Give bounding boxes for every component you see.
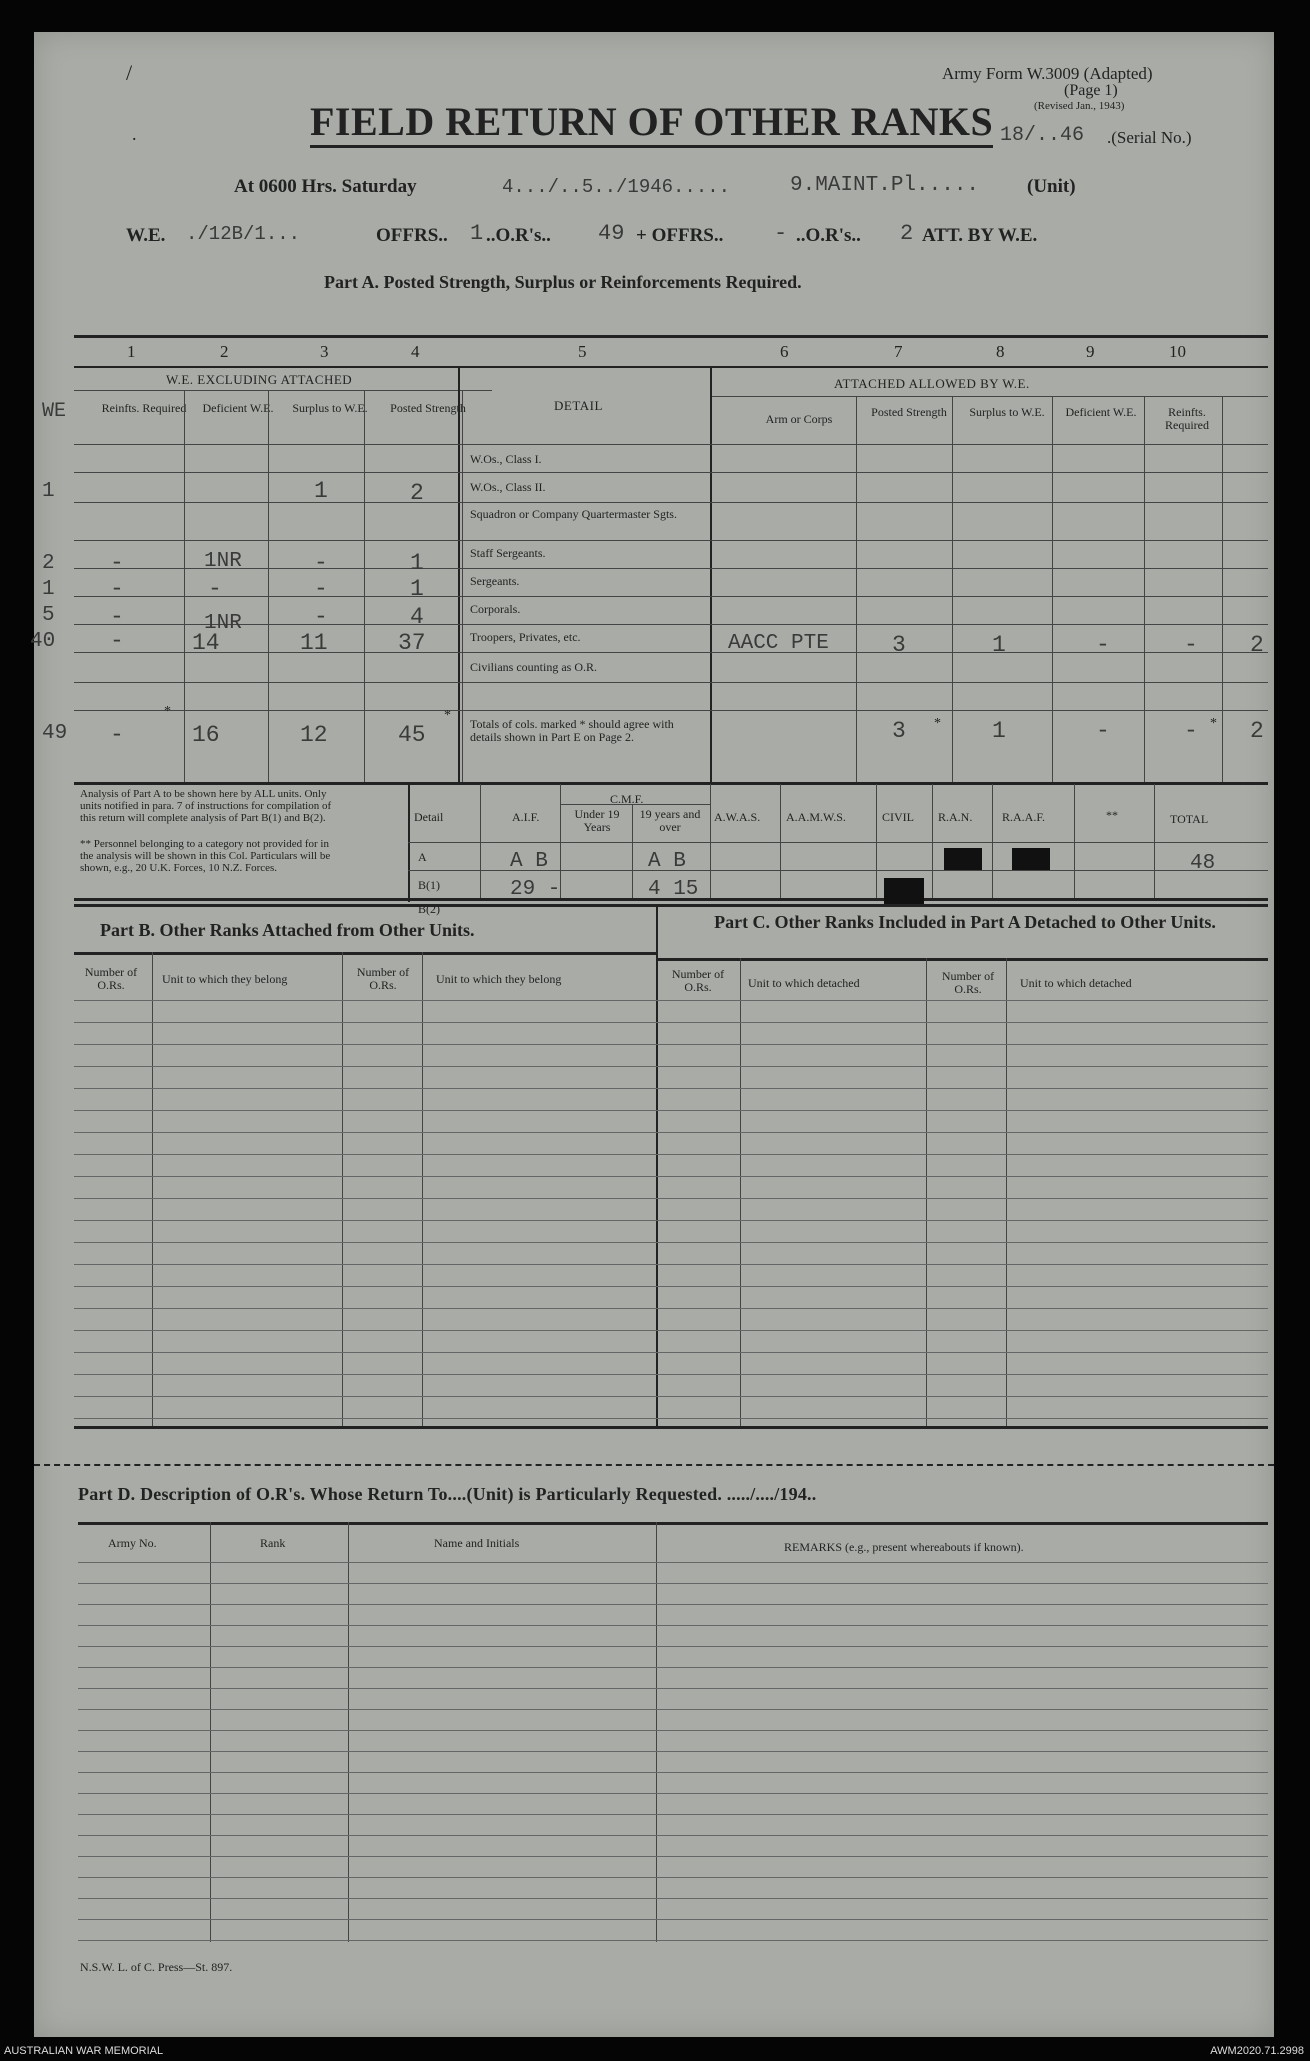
- detail-corporals: Corporals.: [470, 602, 521, 616]
- c8-troopers: 1: [992, 632, 1006, 658]
- arm-corps-value: AACC PTE: [728, 632, 829, 655]
- part-c-header-unit-2: Unit to which detached: [1020, 976, 1132, 990]
- header-posted-strength-att: Posted Strength: [871, 405, 947, 419]
- margin-mark: 2: [1250, 632, 1264, 658]
- analysis-footnote: ** Personnel belonging to a category not provided for in the analysis will be shown in this Col. Particulars will be shown, e.g., 20 U.K. Forces, 10 N.Z. Forces.: [80, 838, 331, 874]
- ruled-line: [74, 1374, 1268, 1375]
- ruled-line: [74, 1286, 1268, 1287]
- ruled-line: [78, 1646, 1268, 1647]
- cmf-b1: 4 15: [648, 878, 699, 901]
- c2-staff-sgts: 1NR: [204, 550, 242, 573]
- analysis-header-aif: A.I.F.: [512, 810, 540, 824]
- ruled-line: [78, 1751, 1268, 1752]
- serial-number-value: 18/..46: [1000, 124, 1085, 147]
- analysis-header-ran: R.A.N.: [938, 810, 973, 824]
- ruled-line: [74, 1242, 1268, 1243]
- c9-troopers: -: [1096, 632, 1110, 658]
- form-sheet: [30, 32, 1274, 2037]
- we-corporals: 5: [42, 604, 55, 627]
- redaction-box: [884, 878, 924, 906]
- analysis-row-a: A: [418, 850, 427, 864]
- header-surplus-we: Surplus to W.E.: [292, 401, 368, 415]
- ruled-line: [78, 1856, 1268, 1857]
- ors2-value: 2: [900, 221, 914, 246]
- col-number: 5: [578, 342, 587, 361]
- c4-staff-sgts: 1: [410, 550, 424, 576]
- c10-troopers: -: [1184, 632, 1198, 658]
- analysis-row-b1: B(1): [418, 878, 440, 892]
- c2-sergeants: -: [208, 576, 222, 602]
- ors-value: 49: [598, 221, 625, 246]
- ruled-line: [78, 1919, 1268, 1920]
- serial-number-label: .(Serial No.): [1107, 128, 1192, 147]
- time-label: At 0600 Hrs. Saturday: [234, 176, 417, 197]
- part-b-header-number-2: Number of O.Rs.: [356, 965, 410, 992]
- c1-total: -: [110, 722, 124, 748]
- part-a-title: Part A. Posted Strength, Surplus or Reinforcements Required.: [324, 272, 802, 292]
- header-reinfts-required: Reinfts. Required: [101, 401, 187, 415]
- unit-label: (Unit): [1027, 176, 1076, 197]
- ruled-line: [74, 1176, 1268, 1177]
- page-number: (Page 1): [1064, 82, 1118, 99]
- col-number: 7: [894, 342, 903, 361]
- analysis-header-under19: Under 19 Years: [574, 807, 620, 834]
- ruled-line: [78, 1604, 1268, 1605]
- ors2-label: ..O.R's..: [796, 225, 861, 246]
- ruled-line: [78, 1730, 1268, 1731]
- header-surplus-att: Surplus to W.E.: [969, 405, 1045, 419]
- ruled-line: [74, 1264, 1268, 1265]
- att-label: ATT. BY W.E.: [922, 225, 1038, 246]
- group-heading-attached: ATTACHED ALLOWED BY W.E.: [834, 376, 1030, 391]
- c2-corporals: 1NR: [204, 612, 242, 635]
- c7-total: 3: [892, 718, 906, 744]
- redaction-box: [944, 848, 982, 870]
- ruled-line: [78, 1562, 1268, 1563]
- archive-credit: AUSTRALIAN WAR MEMORIAL: [4, 2045, 164, 2057]
- ruled-line: [78, 1898, 1268, 1899]
- cmf-ab: A B: [648, 850, 686, 873]
- header-deficient-we: Deficient W.E.: [202, 401, 274, 415]
- c2-troopers: 14: [192, 630, 220, 656]
- printer-imprint: N.S.W. L. of C. Press—St. 897.: [80, 1960, 233, 1974]
- c3-troopers: 11: [300, 630, 328, 656]
- c9-total: -: [1096, 718, 1110, 744]
- ruled-line: [74, 1308, 1268, 1309]
- analysis-header-aamws: A.A.M.W.S.: [786, 810, 846, 824]
- col-number: 10: [1169, 342, 1186, 361]
- ruled-line: [74, 1396, 1268, 1397]
- c3-corporals: -: [314, 604, 328, 630]
- aif-ab: A B: [510, 850, 548, 873]
- margin-mark: 2: [1250, 718, 1264, 744]
- we-margin-mark: WE: [42, 400, 67, 423]
- plus-offrs-value: -: [774, 221, 788, 246]
- ruled-line: [74, 1220, 1268, 1221]
- col-number: 1: [127, 342, 136, 361]
- ruled-line: [74, 1132, 1268, 1133]
- detail-civilians: Civilians counting as O.R.: [470, 660, 597, 674]
- archive-reference: AWM2020.71.2998: [1210, 2045, 1304, 2057]
- group-heading-we: W.E. EXCLUDING ATTACHED: [166, 372, 353, 387]
- c2-total: 16: [192, 722, 220, 748]
- ruled-line: [78, 1709, 1268, 1710]
- analysis-header-other: **: [1106, 808, 1118, 822]
- c4-wo2: 2: [410, 480, 424, 506]
- ruled-line: [74, 1022, 1268, 1023]
- ruled-line: [74, 1418, 1268, 1419]
- c1-corporals: -: [110, 604, 124, 630]
- c4-sergeants: 1: [410, 576, 424, 602]
- ruled-line: [78, 1667, 1268, 1668]
- part-d-header-army-no: Army No.: [108, 1536, 157, 1550]
- revised-date: (Revised Jan., 1943): [1034, 100, 1125, 112]
- c1-troopers: -: [110, 628, 124, 654]
- detail-wo-class1: W.Os., Class I.: [470, 452, 542, 466]
- ruled-line: [78, 1940, 1268, 1941]
- part-b-title: Part B. Other Ranks Attached from Other Units.: [100, 920, 475, 940]
- pencil-mark: /: [126, 60, 133, 85]
- c3-staff-sgts: -: [314, 550, 328, 576]
- part-d-header-name: Name and Initials: [434, 1536, 520, 1550]
- detail-wo-class2: W.Os., Class II.: [470, 480, 546, 494]
- asterisk: *: [1210, 716, 1217, 731]
- c4-troopers: 37: [398, 630, 426, 656]
- part-c-title: Part C. Other Ranks Included in Part A Detached to Other Units.: [714, 912, 1216, 932]
- part-c-header-unit: Unit to which detached: [748, 976, 860, 990]
- analysis-header-civil: CIVIL: [882, 810, 914, 824]
- ruled-line: [78, 1625, 1268, 1626]
- asterisk: *: [934, 716, 941, 731]
- header-posted-strength: Posted Strength: [390, 401, 466, 415]
- ors-label: ..O.R's..: [486, 225, 551, 246]
- c1-sergeants: -: [110, 576, 124, 602]
- c10-total: -: [1184, 718, 1198, 744]
- part-d-header-remarks: REMARKS (e.g., present whereabouts if known).: [784, 1540, 1024, 1554]
- c4-total: 45: [398, 722, 426, 748]
- detail-totals-note: Totals of cols. marked * should agree with details shown in Part E on Page 2.: [470, 717, 674, 744]
- offrs-label: OFFRS..: [376, 225, 448, 246]
- part-c-header-number-2: Number of O.Rs.: [941, 969, 995, 996]
- ruled-line: [74, 1154, 1268, 1155]
- we-wo2: 1: [42, 480, 55, 503]
- we-value: ./12B/1...: [186, 223, 301, 245]
- header-reinfts-att: Reinfts. Required: [1165, 405, 1209, 432]
- c1-staff-sgts: -: [110, 550, 124, 576]
- we-staff-sgts: 2: [42, 552, 55, 575]
- aif-b1: 29 -: [510, 878, 561, 901]
- analysis-header-raaf: R.A.A.F.: [1002, 810, 1046, 824]
- col-number: 2: [220, 342, 229, 361]
- ruled-line: [78, 1583, 1268, 1584]
- c7-troopers: 3: [892, 632, 906, 658]
- ruled-line: [78, 1793, 1268, 1794]
- analysis-header-awas: A.W.A.S.: [714, 810, 761, 824]
- header-deficient-att: Deficient W.E.: [1065, 405, 1137, 419]
- part-d-header-rank: Rank: [260, 1536, 286, 1550]
- analysis-header-19over: 19 years and over: [639, 807, 701, 834]
- analysis-header-cmf: C.M.F.: [610, 792, 644, 806]
- redaction-box: [1012, 848, 1050, 870]
- ruled-line: [78, 1835, 1268, 1836]
- col-number: 9: [1086, 342, 1095, 361]
- header-arm-corps: Arm or Corps: [765, 412, 833, 426]
- ruled-line: [78, 1877, 1268, 1878]
- total-a: 48: [1190, 852, 1216, 875]
- dot-mark: .: [132, 124, 137, 144]
- ruled-line: [74, 1198, 1268, 1199]
- unit-name: 9.MAINT.Pl.....: [790, 174, 980, 197]
- detail-qm-sgts: Squadron or Company Quartermaster Sgts.: [470, 507, 677, 521]
- c3-wo2: 1: [314, 478, 328, 504]
- asterisk: *: [444, 708, 451, 723]
- asterisk: *: [164, 704, 171, 719]
- analysis-header-total: TOTAL: [1170, 812, 1209, 826]
- ruled-line: [78, 1688, 1268, 1689]
- detail-sergeants: Sergeants.: [470, 574, 520, 588]
- c8-total: 1: [992, 718, 1006, 744]
- header-detail: DETAIL: [554, 398, 603, 413]
- ruled-line: [74, 1000, 1268, 1001]
- part-b-header-unit: Unit to which they belong: [162, 972, 288, 986]
- plus-offrs-label: + OFFRS..: [636, 225, 724, 246]
- c4-corporals: 4: [410, 604, 424, 630]
- col-number: 6: [780, 342, 789, 361]
- we-total: 49: [42, 722, 68, 745]
- part-b-header-number: Number of O.Rs.: [84, 965, 138, 992]
- we-label: W.E.: [126, 225, 166, 246]
- offrs-value: 1: [470, 221, 484, 246]
- we-sergeants: 1: [42, 578, 55, 601]
- part-c-header-number: Number of O.Rs.: [671, 967, 725, 994]
- we-troopers: 40: [30, 630, 56, 653]
- return-date: 4.../..5../1946.....: [502, 176, 731, 198]
- col-number: 3: [320, 342, 329, 361]
- analysis-row-b2: B(2): [418, 902, 440, 916]
- ruled-line: [74, 1066, 1268, 1067]
- detail-troopers: Troopers, Privates, etc.: [470, 630, 581, 644]
- analysis-note: Analysis of Part A to be shown here by ALL units. Only units notified in para. 7 of instructions for compilation of this return will complete analysis of Part B(1) and B(2).: [80, 788, 332, 824]
- form-reference: Army Form W.3009 (Adapted): [942, 64, 1153, 83]
- form-title: FIELD RETURN OF OTHER RANKS: [310, 98, 993, 148]
- ruled-line: [78, 1772, 1268, 1773]
- part-b-header-unit-2: Unit to which they belong: [436, 972, 562, 986]
- ruled-line: [74, 1352, 1268, 1353]
- analysis-header-detail: Detail: [414, 810, 444, 824]
- ruled-line: [74, 1088, 1268, 1089]
- c3-sergeants: -: [314, 576, 328, 602]
- col-number: 4: [411, 342, 420, 361]
- ruled-line: [74, 1330, 1268, 1331]
- detail-staff-sergeants: Staff Sergeants.: [470, 546, 546, 560]
- col-number: 8: [996, 342, 1005, 361]
- part-d-title: Part D. Description of O.R's. Whose Return To....(Unit) is Particularly Requested. ...../..../194..: [78, 1484, 817, 1504]
- ruled-line: [78, 1814, 1268, 1815]
- c3-total: 12: [300, 722, 328, 748]
- ruled-line: [74, 1044, 1268, 1045]
- ruled-line: [74, 1110, 1268, 1111]
